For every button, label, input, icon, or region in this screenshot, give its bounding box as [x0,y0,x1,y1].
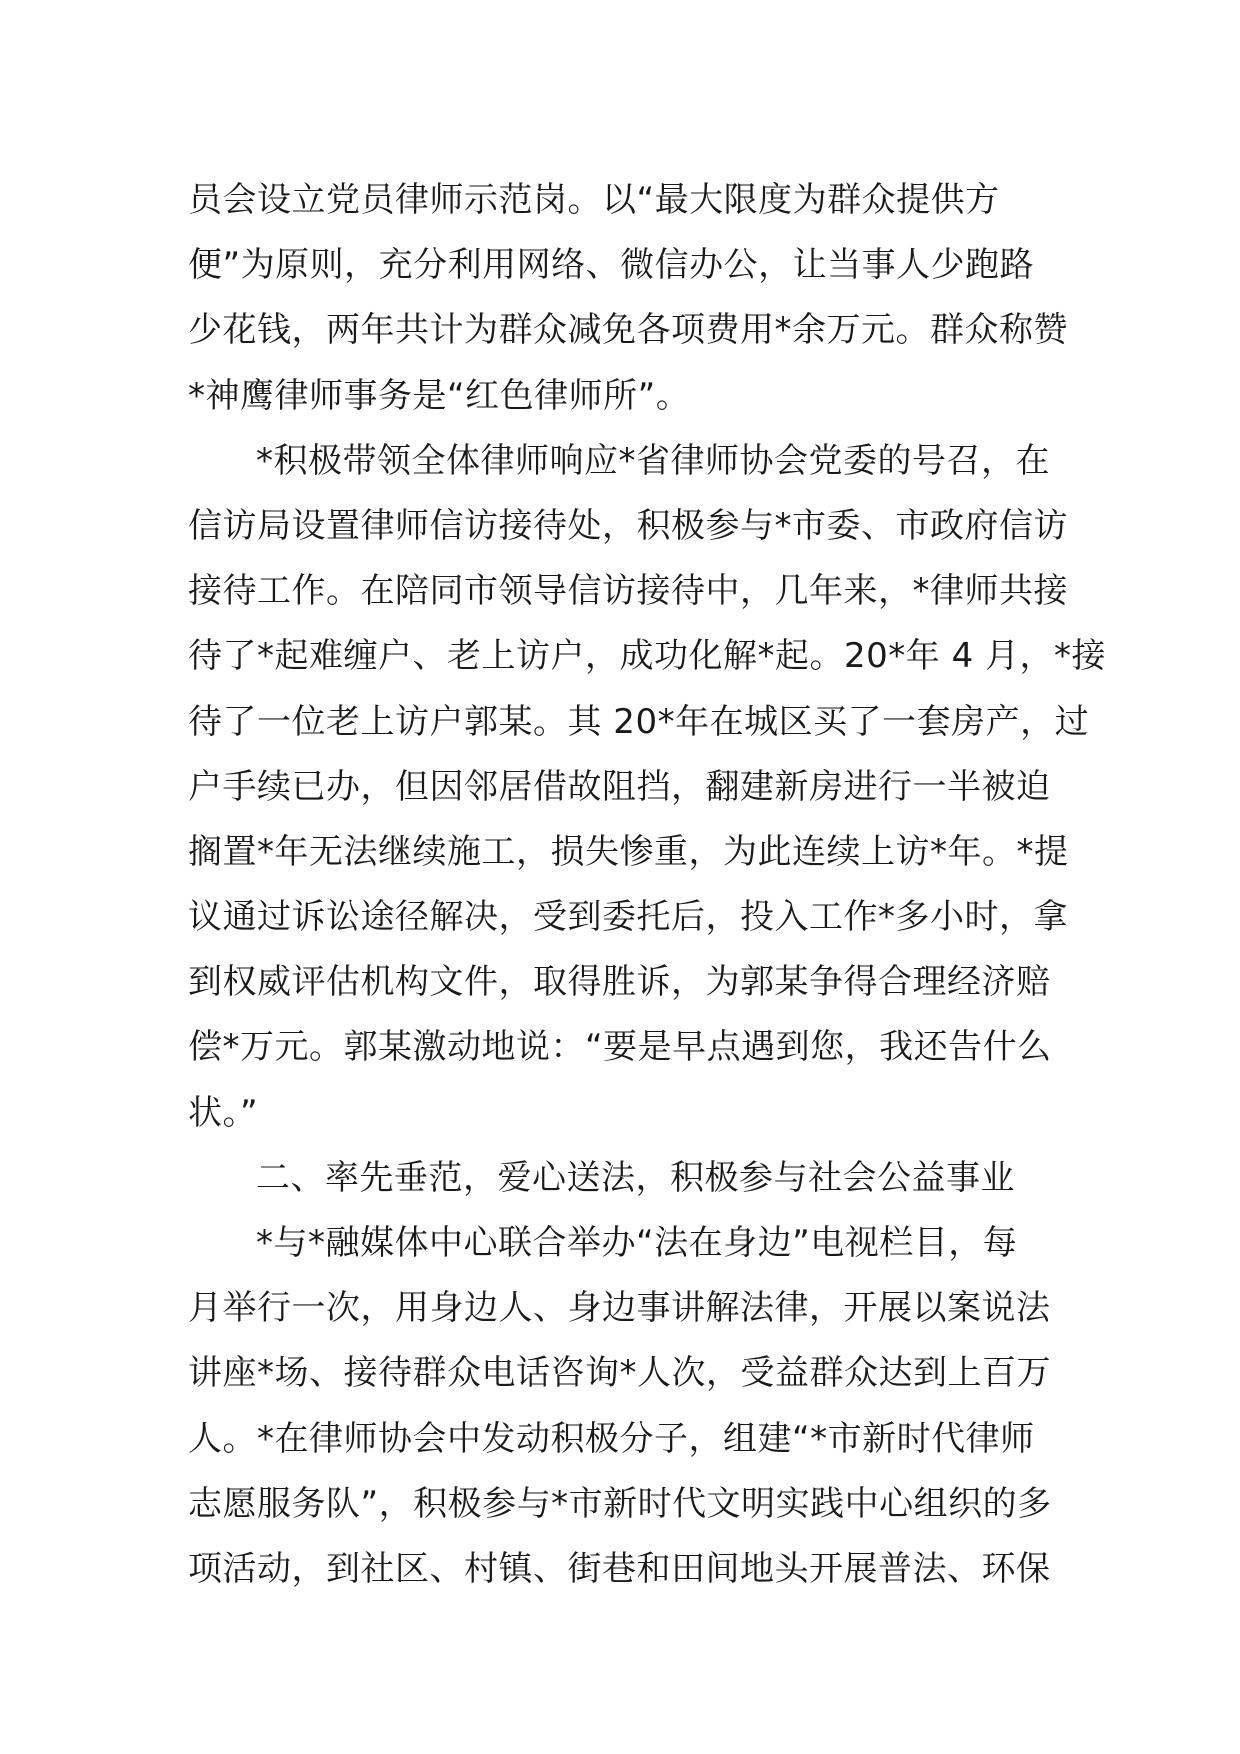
text-line: 月举行一次，用身边人、身边事讲解法律，开展以案说法 [188,1288,1051,1329]
text-line: 人。*在律师协会中发动积极分子，组建“*市新时代律师 [188,1418,1035,1459]
text-line: 待了一位老上访户郭某。其 20*年在城区买了一套房产，过 [188,701,1090,742]
text-line: 搁置*年无法继续施工，损失惨重，为此连续上访*年。*提 [188,831,1069,872]
text-line: *神鹰律师事务是“红色律师所”。 [188,375,691,416]
paragraph-first-line: *积极带领全体律师响应*省律师协会党委的号召，在 [256,440,1050,481]
paragraph-first-line: *与*融媒体中心联合举办“法在身边”电视栏目，每 [256,1223,1018,1263]
text-line: 便”为原则，充分利用网络、微信办公，让当事人少跑路 [188,245,1035,286]
text-line: 到权威评估机构文件，取得胜诉，为郭某争得合理经济赔 [188,962,1051,1003]
text-line: 状。” [188,1092,259,1133]
text-line: 接待工作。在陪同市领导信访接待中，几年来，*律师共接 [188,571,1068,612]
section-heading: 二、率先垂范，爱心送法，积极参与社会公益事业 [256,1157,1015,1198]
text-line: 议通过诉讼途径解决，受到委托后，投入工作*多小时，拿 [188,897,1068,938]
text-line: 志愿服务队”，积极参与*市新时代文明实践中心组织的多 [188,1483,1052,1524]
text-line: 偿*万元。郭某激动地说：“要是早点遇到您，我还告什么 [188,1027,1052,1068]
text-line: 少花钱，两年共计为群众减免各项费用*余万元。群众称赞 [188,310,1068,351]
text-line: 讲座*场、接待群众电话咨询*人次，受益群众达到上百万 [188,1353,1051,1394]
document-body [188,168,1107,1602]
text-line: 项活动，到社区、村镇、街巷和田间地头开展普法、环保 [188,1548,1051,1589]
text-line: 信访局设置律师信访接待处，积极参与*市委、市政府信访 [188,505,1068,546]
text-line: 待了*起难缠户、老上访户，成功化解*起。20*年 4 月，*接 [188,636,1107,677]
text-line: 员会设立党员律师示范岗。以“最大限度为群众提供方 [188,180,1000,220]
text-line: 户手续已办，但因邻居借故阻挡，翻建新房进行一半被迫 [188,766,1051,807]
